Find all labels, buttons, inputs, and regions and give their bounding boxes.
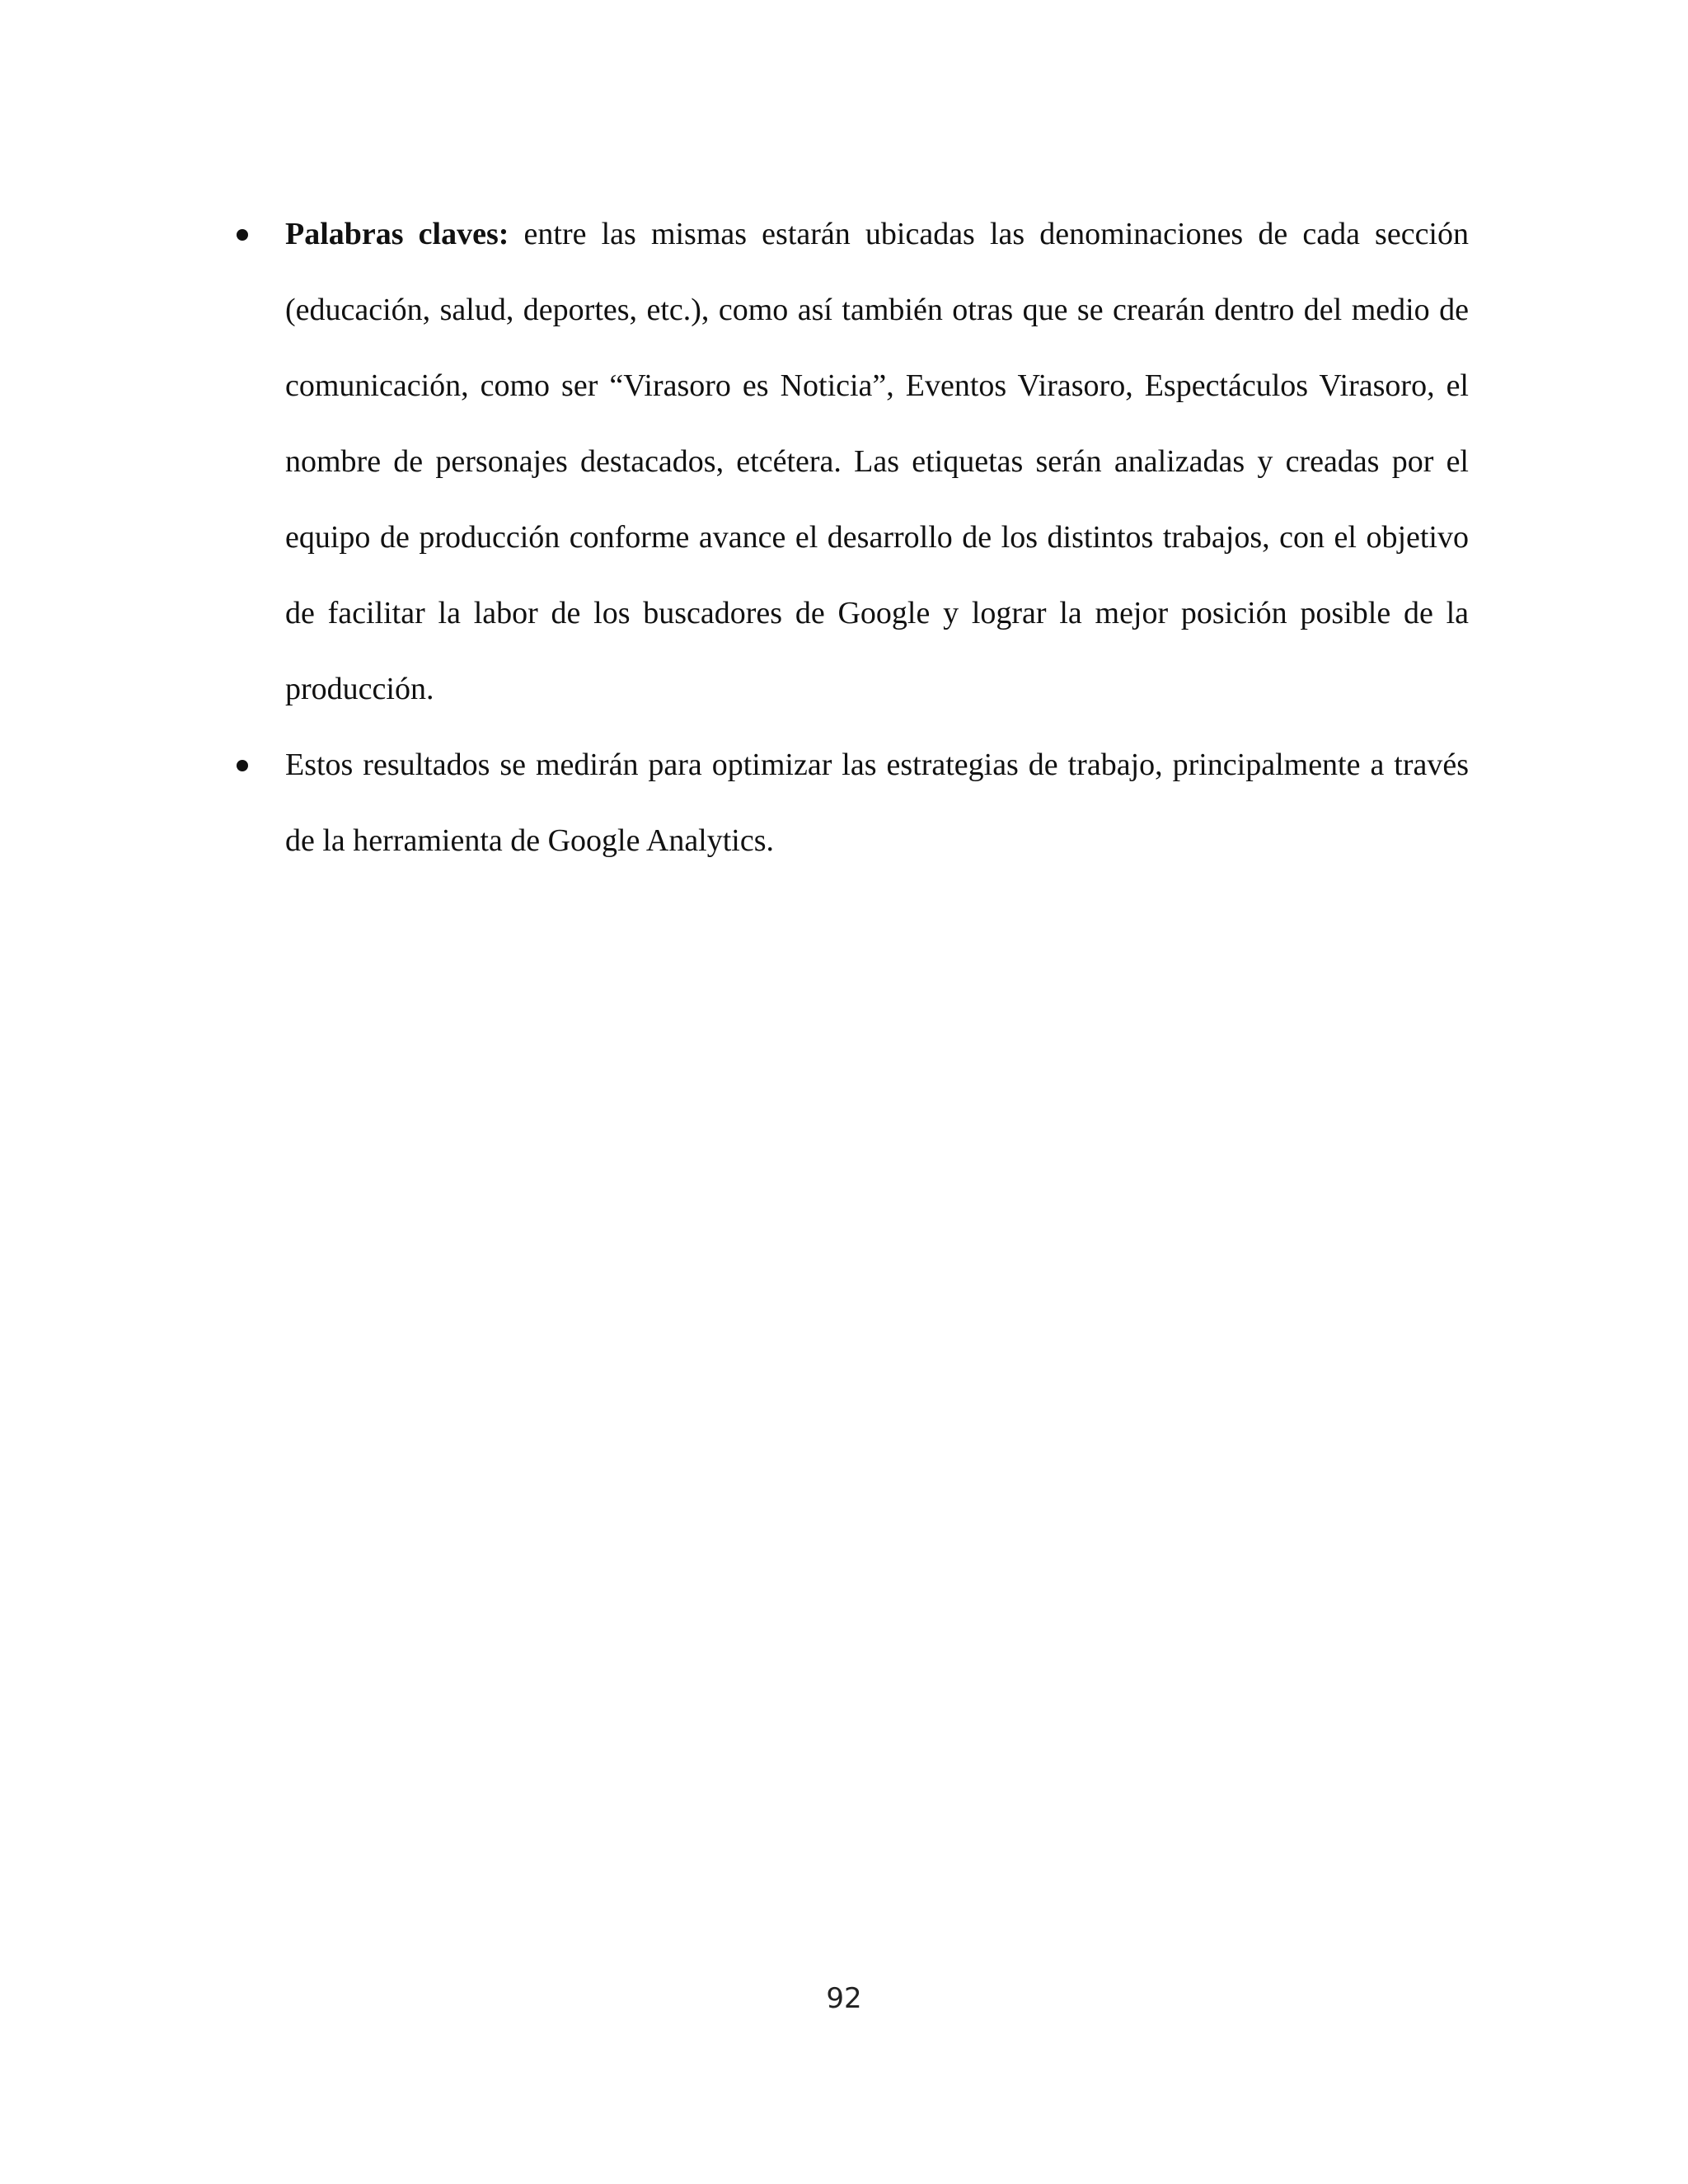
- bullet-term: Palabras claves:: [285, 217, 509, 251]
- page-number: 92: [826, 1982, 862, 2015]
- bullet-dot-icon: [237, 229, 248, 241]
- bullet-item-resultados: [232, 727, 1469, 879]
- bullet-item-palabras-claves: [232, 196, 1469, 727]
- bullet-list: [232, 196, 1469, 879]
- bullet-text: Estos resultados se medirán para optimizar las estrategias de trabajo, principalmente a través de la herramienta de Google Analytics.: [285, 748, 1469, 858]
- bullet-text: entre las mismas estarán ubicadas las denominaciones de cada sección (educación, salud, deportes, etc.), como así también otras que se crearán dentro del medio de comunicación, como ser “Virasoro es Noticia”, Eventos Virasoro, Espectáculos Virasoro, el nombre de personajes destacados, etcétera. Las etiquetas serán analizadas y creadas por el equipo de producción conforme avance el desarrollo de los distintos trabajos, con el objetivo de facilitar la labor de los buscadores de Google y lograr la mejor posición posible de la producción.: [285, 217, 1469, 706]
- bullet-dot-icon: [237, 760, 248, 771]
